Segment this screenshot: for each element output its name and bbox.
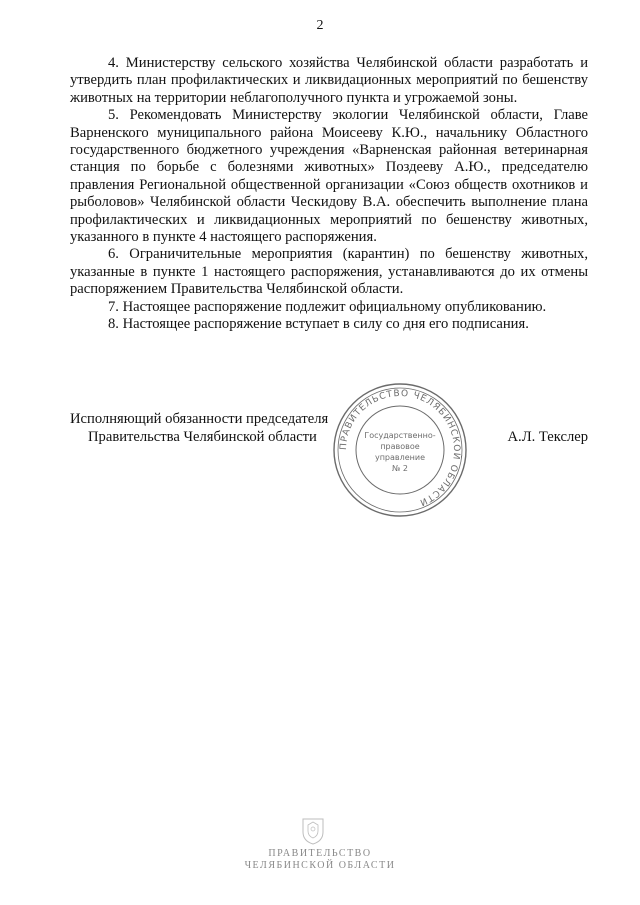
svg-text:правовое: правовое: [380, 442, 420, 451]
signatory-name: А.Л. Текслер: [507, 429, 588, 445]
footer-line1: ПРАВИТЕЛЬСТВО: [268, 848, 372, 859]
paragraph-7: 7. Настоящее распоряжение подлежит официальному опубликованию.: [108, 298, 547, 315]
signatory-title-line2: Правительства Челябинской области: [88, 429, 317, 445]
svg-text:управление: управление: [374, 453, 426, 462]
paragraph-6: 6. Ограничительные мероприятия (карантин) по бешенству животных, указанные в пункте 1 настоящего распоряжения, устанавливаются до их отмены распоряжением Правительства Челябинской области.: [70, 246, 588, 298]
page-number: 2: [316, 18, 324, 33]
footer-line2: ЧЕЛЯБИНСКОЙ ОБЛАСТИ: [244, 860, 396, 871]
paragraph-4: 4. Министерству сельского хозяйства Челябинской области разработать и утвердить план профилактических и ликвидационных мероприятий по бешенству животных на территории неблагополучного пункта и угрожаемой зоны.: [70, 55, 588, 106]
document-body: [70, 55, 588, 334]
svg-text:№ 2: № 2: [392, 464, 408, 473]
svg-text:Государственно-: Государственно-: [364, 431, 436, 440]
footer-watermark: [0, 848, 640, 872]
signature-block: [70, 410, 588, 500]
coat-of-arms-icon: [300, 816, 326, 846]
paragraph-5: 5. Рекомендовать Министерству экологии Челябинской области, Главе Варненского муниципального района Моисееву К.Ю., начальнику Областного государственного бюджетного учреждения «Варненская районная ветеринарная станция по борьбе с болезнями животных» Поздееву А.Ю., председателю правления Региональной общественной организации «Союз обществ охотников и рыболовов» Челябинской области Ческидову В.А. обеспечить выполнение плана профилактических и ликвидационных мероприятий по бешенству животных, указанного в пункте 4 настоящего распоряжения.: [70, 107, 588, 246]
signatory-title-line1: Исполняющий обязанности председателя: [70, 411, 329, 427]
svg-text:ПРАВИТЕЛЬСТВО ЧЕЛЯБИНСКОЙ ОБЛА: ПРАВИТЕЛЬСТВО ЧЕЛЯБИНСКОЙ ОБЛАСТИ: [338, 388, 462, 508]
official-seal-stamp: [330, 380, 470, 520]
paragraph-8: 8. Настоящее распоряжение вступает в силу со дня его подписания.: [108, 316, 529, 333]
